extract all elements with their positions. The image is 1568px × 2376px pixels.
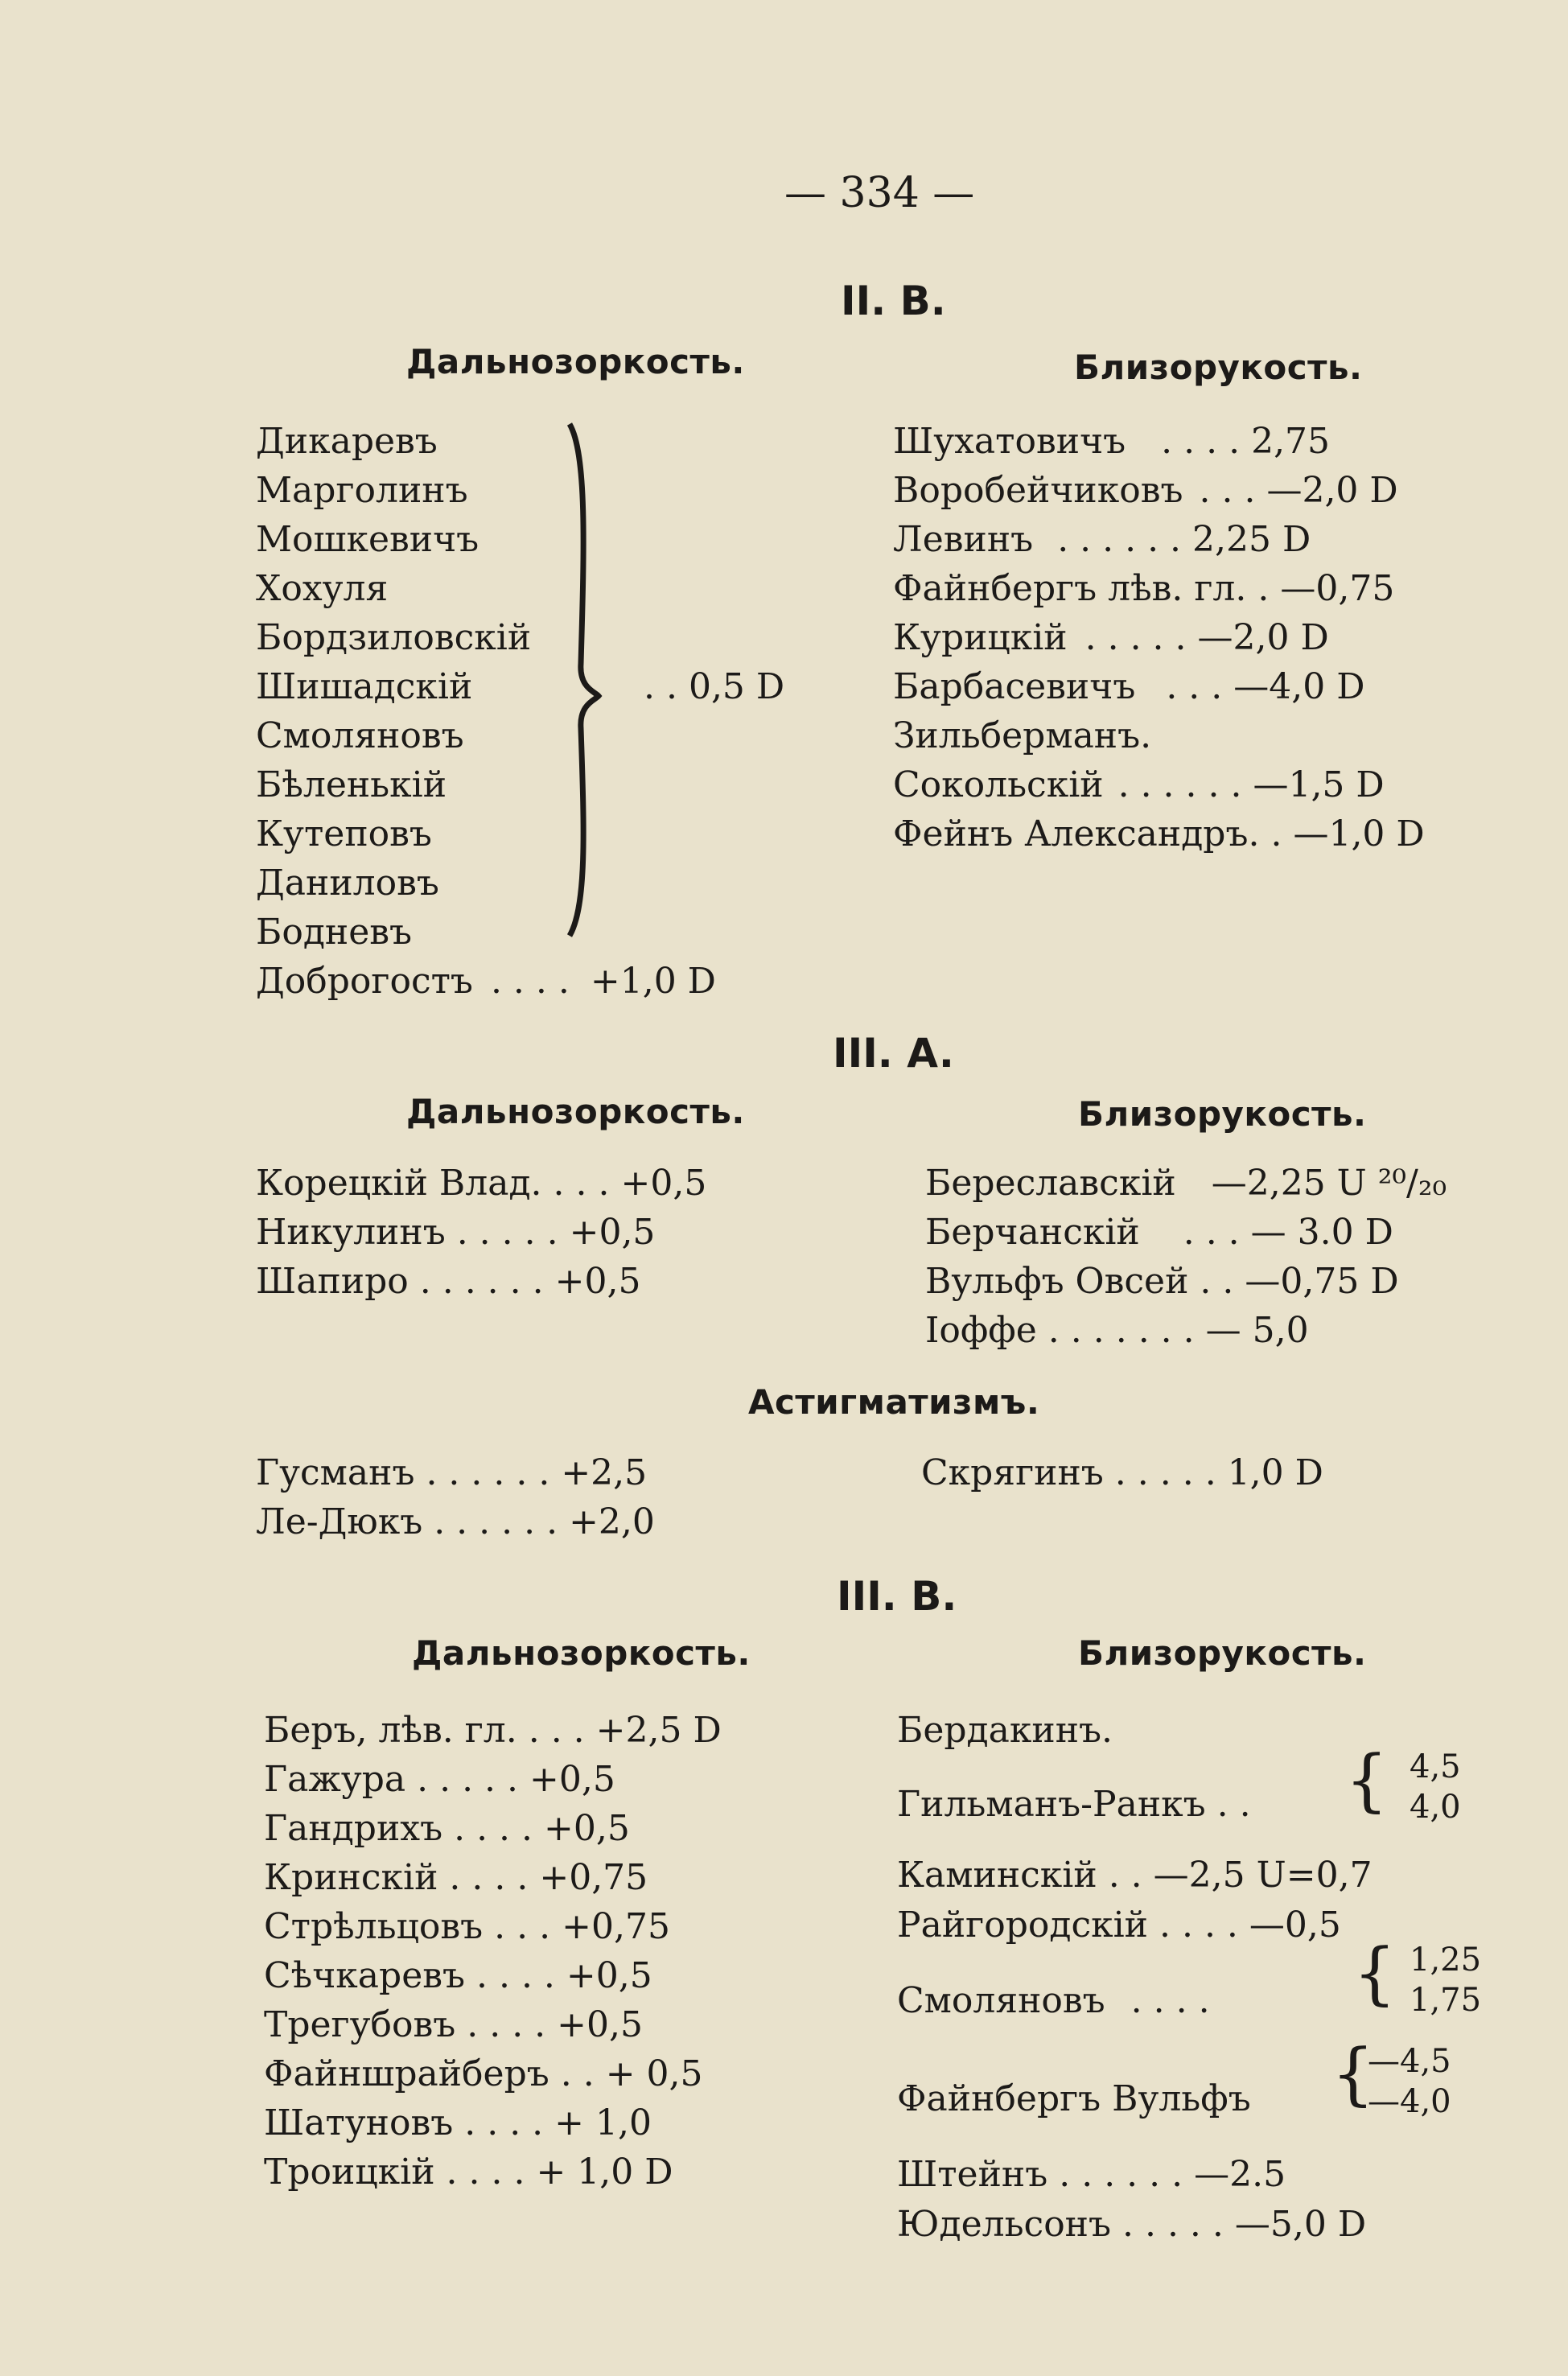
farsight-group-list bbox=[256, 417, 716, 1006]
value: —4,5 bbox=[1368, 2043, 1451, 2080]
list-item: Шапиро . . . . . . +0,5 bbox=[256, 1261, 641, 1302]
list-item: Файнбергъ Вульфъ bbox=[897, 2078, 1251, 2119]
page-number: — 334 — bbox=[784, 169, 975, 217]
group-brace-icon bbox=[563, 422, 603, 937]
heading-farsight-3a: Дальнозоркость. bbox=[406, 1092, 745, 1131]
list-item: Воробейчиковъ . . . —2,0 D bbox=[893, 470, 1398, 511]
list-item: Шатуновъ . . . . + 1,0 bbox=[264, 2102, 652, 2143]
list-item: Гильманъ-Ранкъ . . bbox=[897, 1784, 1251, 1825]
list-item bbox=[256, 957, 716, 1006]
list-item: Корецкій Влад. . . . +0,5 bbox=[256, 1163, 707, 1204]
list-item: Сѣчкаревъ . . . . +0,5 bbox=[264, 1955, 652, 1996]
list-item: Іоффе . . . . . . . — 5,0 bbox=[925, 1310, 1309, 1351]
list-item: Хохуля bbox=[256, 568, 389, 609]
list-item: Даниловъ bbox=[256, 863, 439, 904]
value: 4,5 bbox=[1410, 1748, 1461, 1785]
list-item: Бердакинъ. bbox=[897, 1710, 1113, 1751]
list-item: Береславскій —2,25 U ²⁰/₂₀ bbox=[925, 1163, 1447, 1204]
list-item: Зильберманъ. bbox=[893, 715, 1152, 756]
list-item: Дикаревъ bbox=[256, 421, 438, 462]
name: Доброгостъ bbox=[256, 961, 473, 1002]
list-item: Сокольскій . . . . . . —1,5 D bbox=[893, 764, 1385, 805]
brace-icon: { bbox=[1331, 2034, 1375, 2113]
list-item: Файншрайберъ . . + 0,5 bbox=[264, 2053, 703, 2094]
list-item: Гажура . . . . . +0,5 bbox=[264, 1759, 615, 1800]
list-item: Гусманъ . . . . . . +2,5 bbox=[256, 1452, 648, 1493]
heading-farsight-2b: Дальнозоркость. bbox=[406, 342, 745, 381]
list-item: Штейнъ . . . . . . —2.5 bbox=[897, 2154, 1286, 2195]
list-item: Файнбергъ лѣв. гл. . —0,75 bbox=[893, 568, 1395, 609]
list-item: Юдельсонъ . . . . . —5,0 D bbox=[897, 2204, 1367, 2245]
list-item: Трегубовъ . . . . +0,5 bbox=[264, 2004, 643, 2045]
list-item: Никулинъ . . . . . +0,5 bbox=[256, 1212, 656, 1253]
section-title-2b: II. B. bbox=[841, 278, 946, 324]
heading-farsight-3b: Дальнозоркость. bbox=[412, 1633, 751, 1673]
heading-nearsight-3b: Близорукость. bbox=[1078, 1633, 1367, 1673]
heading-astigmatism: Астигматизмъ. bbox=[748, 1382, 1040, 1422]
astigmatism-right-list bbox=[921, 1448, 1323, 1497]
nearsight-list-2b bbox=[893, 417, 1425, 859]
value: 1,75 bbox=[1410, 1982, 1482, 2019]
list-item: Беръ, лѣв. гл. . . . +2,5 D bbox=[264, 1710, 722, 1751]
list-item: Фейнъ Александръ. . —1,0 D bbox=[893, 813, 1425, 854]
value: —4,0 bbox=[1368, 2083, 1451, 2120]
list-item: Скрягинъ . . . . . 1,0 D bbox=[921, 1452, 1323, 1493]
list-item: Вульфъ Овсей . . —0,75 D bbox=[925, 1261, 1399, 1302]
list-item: Бѣленькій bbox=[256, 764, 447, 805]
section-title-3a: III. A. bbox=[833, 1030, 954, 1077]
list-item: Бодневъ bbox=[256, 912, 413, 953]
list-item: Гандрихъ . . . . +0,5 bbox=[264, 1808, 630, 1849]
list-item: Курицкій . . . . . —2,0 D bbox=[893, 617, 1329, 658]
value: +1,0 D bbox=[590, 961, 716, 1002]
list-item: Смоляновъ bbox=[256, 715, 464, 756]
list-item: Смоляновъ . . . . bbox=[897, 1980, 1210, 2021]
list-item: Бордзиловскій bbox=[256, 617, 532, 658]
group-value: . . 0,5 D bbox=[644, 666, 785, 707]
heading-nearsight-2b: Близорукость. bbox=[1074, 348, 1363, 387]
list-item: Кутеповъ bbox=[256, 813, 432, 854]
list-item: Мошкевичъ bbox=[256, 519, 479, 560]
astigmatism-left-list bbox=[256, 1448, 655, 1546]
brace-icon: { bbox=[1345, 1740, 1389, 1819]
farsight-list-3b bbox=[264, 1706, 722, 2197]
list-item: Кринскій . . . . +0,75 bbox=[264, 1857, 648, 1898]
list-item: Райгородскій . . . . —0,5 bbox=[897, 1905, 1341, 1946]
list-item: Берчанскій . . . — 3.0 D bbox=[925, 1212, 1393, 1253]
list-item: Ле-Дюкъ . . . . . . +2,0 bbox=[256, 1501, 655, 1542]
value: 4,0 bbox=[1410, 1789, 1461, 1826]
section-title-3b: III. B. bbox=[837, 1573, 957, 1620]
list-item: Левинъ . . . . . . 2,25 D bbox=[893, 519, 1311, 560]
list-item: Каминскій . . —2,5 U=0,7 bbox=[897, 1855, 1373, 1896]
list-item: Марголинъ bbox=[256, 470, 468, 511]
value: 1,25 bbox=[1410, 1942, 1482, 1979]
farsight-list-3a bbox=[256, 1159, 706, 1306]
brace-icon: { bbox=[1353, 1933, 1397, 2012]
leader-dots: . . . . bbox=[490, 961, 570, 1002]
heading-nearsight-3a: Близорукость. bbox=[1078, 1094, 1367, 1134]
list-item: Шухатовичъ . . . . 2,75 bbox=[893, 421, 1331, 462]
list-item: Стрѣльцовъ . . . +0,75 bbox=[264, 1906, 670, 1947]
list-item: Троицкій . . . . + 1,0 D bbox=[264, 2152, 673, 2193]
list-item: Барбасевичъ . . . —4,0 D bbox=[893, 666, 1365, 707]
nearsight-list-3a bbox=[925, 1159, 1447, 1355]
list-item: Шишадскій bbox=[256, 666, 473, 707]
